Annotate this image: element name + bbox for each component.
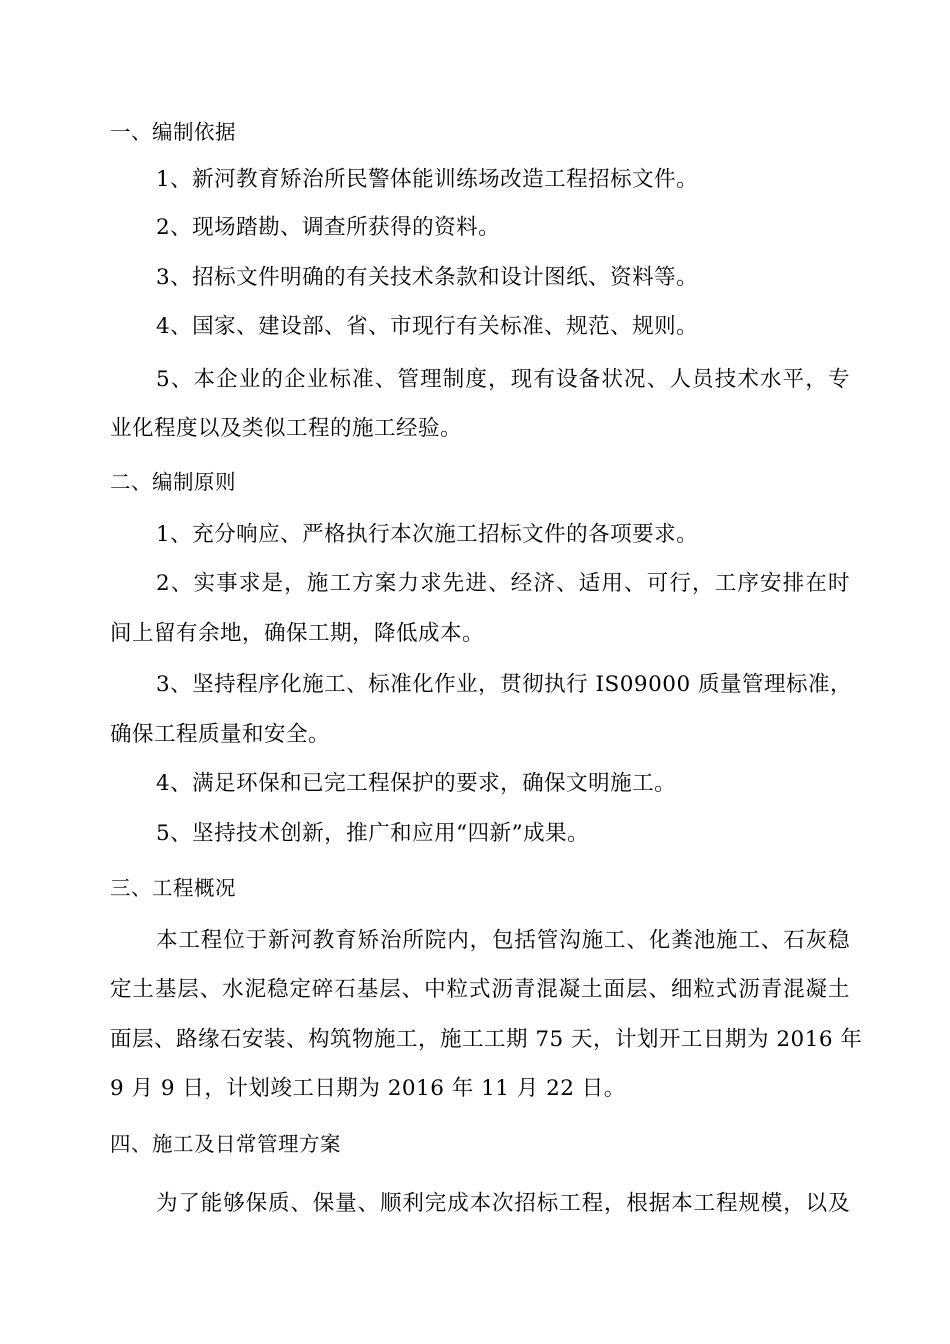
list-item-continuation: 间上留有余地，确保工期，降低成本。 — [110, 621, 485, 646]
paragraph-line: 本工程位于新河教育矫治所院内，包括管沟施工、化粪池施工、石灰稳 — [156, 928, 850, 953]
list-item-continuation: 确保工程质量和安全。 — [110, 722, 331, 747]
list-item: 2、现场踏勘、调查所获得的资料。 — [156, 215, 501, 240]
section-heading-2: 二、编制原则 — [110, 470, 236, 494]
section-heading-1: 一、编制依据 — [110, 120, 236, 144]
list-item: 3、坚持程序化施工、标准化作业，贯彻执行 IS09000 质量管理标准， — [156, 672, 852, 697]
paragraph-line: 定土基层、水泥稳定碎石基层、中粒式沥青混凝土面层、细粒式沥青混凝土 — [110, 977, 850, 1002]
list-item: 5、本企业的企业标准、管理制度，现有设备状况、人员技术水平，专 — [156, 367, 850, 392]
section-heading-3: 三、工程概况 — [110, 876, 236, 900]
paragraph-line: 面层、路缘石安装、构筑物施工，施工工期 75 天，计划开工日期为 2016 年 — [110, 1027, 863, 1052]
list-item: 1、新河教育矫治所民警体能训练场改造工程招标文件。 — [156, 167, 699, 192]
list-item: 2、实事求是，施工方案力求先进、经济、适用、可行，工序安排在时 — [156, 571, 850, 596]
paragraph-line: 为了能够保质、保量、顺利完成本次招标工程，根据本工程规模，以及 — [156, 1191, 850, 1216]
section-heading-4: 四、施工及日常管理方案 — [110, 1132, 341, 1156]
paragraph-line: 9 月 9 日，计划竣工日期为 2016 年 11 月 22 日。 — [110, 1076, 626, 1101]
list-item: 4、满足环保和已完工程保护的要求，确保文明施工。 — [156, 771, 677, 796]
list-item: 3、招标文件明确的有关技术条款和设计图纸、资料等。 — [156, 265, 699, 290]
list-item: 4、国家、建设部、省、市现行有关标准、规范、规则。 — [156, 314, 699, 339]
list-item: 1、充分响应、严格执行本次施工招标文件的各项要求。 — [156, 522, 699, 547]
list-item: 5、坚持技术创新，推广和应用“四新”成果。 — [156, 821, 590, 846]
list-item-continuation: 业化程度以及类似工程的施工经验。 — [110, 416, 463, 441]
